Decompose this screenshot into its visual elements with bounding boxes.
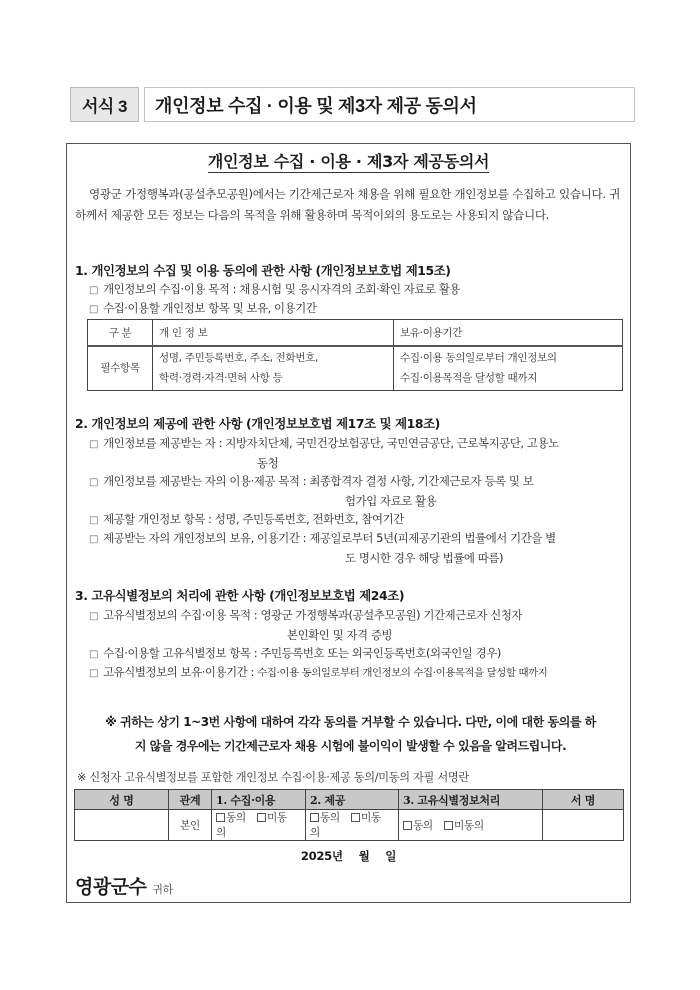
checkbox-icon [257,813,266,822]
date-line [67,848,630,864]
header-signature: 서 명 [543,790,624,810]
document-title: 개인정보 수집 · 이용 · 제3자 제공동의서 [207,152,490,171]
section-2-bullet-retention: □ 제공받는 자의 개인정보의 보유, 이용기간 : 제공일로부터 5년(피제공기관의 법률에서 기간을 별 도 명시한 경우 해당 법률에 따름) [89,531,556,565]
header-personal-info: 개 인 정 보 [153,320,394,346]
square-bullet-icon: □ [89,649,99,660]
disagree-checkbox-unique-id[interactable]: 미동의 [444,820,484,832]
square-bullet-icon: □ [89,668,99,679]
header-provision: 2. 제공 [306,790,399,810]
section-1-bullet-items: □ 수집·이용할 개인정보 항목 및 보유, 이용기간 [89,301,317,315]
square-bullet-icon: □ [89,304,99,315]
table-row [88,346,623,391]
section-2-bullet-recipients: □ 개인정보를 제공받는 자 : 지방자치단체, 국민건강보험공단, 국민연금공단, 근로복지공단, 고용노 동청 [89,436,559,470]
table-header-row [88,320,623,346]
square-bullet-icon: □ [89,477,99,488]
refusal-notice: ※ 귀하는 상기 1~3번 사항에 대하여 각각 동의를 거부할 수 있습니다. 다만, 이에 대한 동의를 하 지 않을 경우에는 기간제근로자 채용 시험에 불이익이 발생할 수 있음을 알려드립니다. [105,715,596,753]
square-bullet-icon: □ [89,534,99,545]
disagree-checkbox-provision[interactable]: 미동의 [310,812,381,839]
header-collection-use: 1. 수집·이용 [212,790,306,810]
section-1-bullet-purpose: □ 개인정보의 수집·이용 목적 : 채용시험 및 응시자격의 조회·확인 자료로 활용 [89,282,461,296]
section-2-heading: 2. 개인정보의 제공에 관한 사항 (개인정보보호법 제17조 및 제18조) [75,416,440,431]
section-3-bullet-retention: □ 고유식별정보의 보유·이용기간 : 수집·이용 동의일로부터 개인정보의 수집·이용목적을 달성할 때까지 [89,665,548,679]
recipient-name: 영광군수 [75,876,147,898]
date-month[interactable]: 월 [358,849,370,863]
header-retention-period: 보유·이용기간 [394,320,623,346]
checkbox-icon [444,821,453,830]
agree-checkbox-unique-id[interactable]: 동의 [403,820,433,832]
cell-retention-period: 수집·이용 동의일로부터 개인정보의 수집·이용목적을 달성할 때까지 [394,346,623,391]
header-name: 성 명 [75,790,169,810]
recipient-suffix: 귀하 [152,883,173,896]
square-bullet-icon: □ [89,611,99,622]
square-bullet-icon: □ [89,285,99,296]
checkbox-icon [310,813,319,822]
signature-table [74,789,624,841]
signature-header-row [75,790,624,810]
agree-checkbox-collection[interactable]: 동의 [216,812,246,824]
consent-provision [306,810,399,841]
consent-collection-use [212,810,306,841]
cell-category: 필수항목 [88,346,153,391]
personal-info-table [87,319,623,391]
section-2-bullet-purpose: □ 개인정보를 제공받는 자의 이용·제공 목적 : 최종합격자 결정 사항, 기간제근로자 등록 및 보 험가입 자료로 활용 [89,474,534,508]
date-year: 2025년 [300,849,343,863]
consent-form-body [66,143,631,903]
disagree-checkbox-collection[interactable]: 미동의 [216,812,287,839]
header-category: 구 분 [88,320,153,346]
agree-checkbox-provision[interactable]: 동의 [310,812,340,824]
recipient [75,872,173,899]
square-bullet-icon: □ [89,439,99,450]
section-3-bullet-items: □ 수집·이용할 고유식별정보 항목 : 주민등록번호 또는 외국인등록번호(외국인일 경우) [89,646,501,660]
consent-unique-id [399,810,543,841]
form-title: 개인정보 수집 · 이용 및 제3자 제공 동의서 [144,87,635,122]
signature-field[interactable] [543,810,624,841]
section-2-bullet-items: □ 제공할 개인정보 항목 : 성명, 주민등록번호, 전화번호, 참여기간 [89,512,404,526]
header-unique-id-processing: 3. 고유식별정보처리 [399,790,543,810]
header-relation: 관계 [169,790,212,810]
name-field[interactable] [75,810,169,841]
intro-paragraph: 영광군 가정행복과(공설추모공원)에서는 기간제근로자 채용을 위해 필요한 개인정보를 수집하고 있습니다. 귀하께서 제공한 모든 정보는 다음의 목적을 위해 활용하며 목적이외의 용도로는 사용되지 않습니다. [75,187,620,222]
checkbox-icon [403,821,412,830]
form-number-label: 서식 3 [70,87,139,122]
signature-caption: ※ 신청자 고유식별정보를 포함한 개인정보 수집·이용·제공 동의/미동의 자필 서명란 [77,771,469,784]
section-3-bullet-purpose: □ 고유식별정보의 수집·이용 목적 : 영광군 가정행복과(공설추모공원) 기간제근로자 신청자 본인확인 및 자격 증빙 [89,608,523,642]
section-1-heading: 1. 개인정보의 수집 및 이용 동의에 관한 사항 (개인정보보호법 제15조) [75,263,451,278]
checkbox-icon [351,813,360,822]
date-day[interactable]: 일 [385,849,397,863]
signature-row [75,810,624,841]
square-bullet-icon: □ [89,515,99,526]
section-3-heading: 3. 고유식별정보의 처리에 관한 사항 (개인정보보호법 제24조) [75,588,405,603]
cell-personal-info: 성명, 주민등록번호, 주소, 전화번호, 학력·경력·자격·면허 사항 등 [153,346,394,391]
relation-cell: 본인 [169,810,212,841]
checkbox-icon [216,813,225,822]
